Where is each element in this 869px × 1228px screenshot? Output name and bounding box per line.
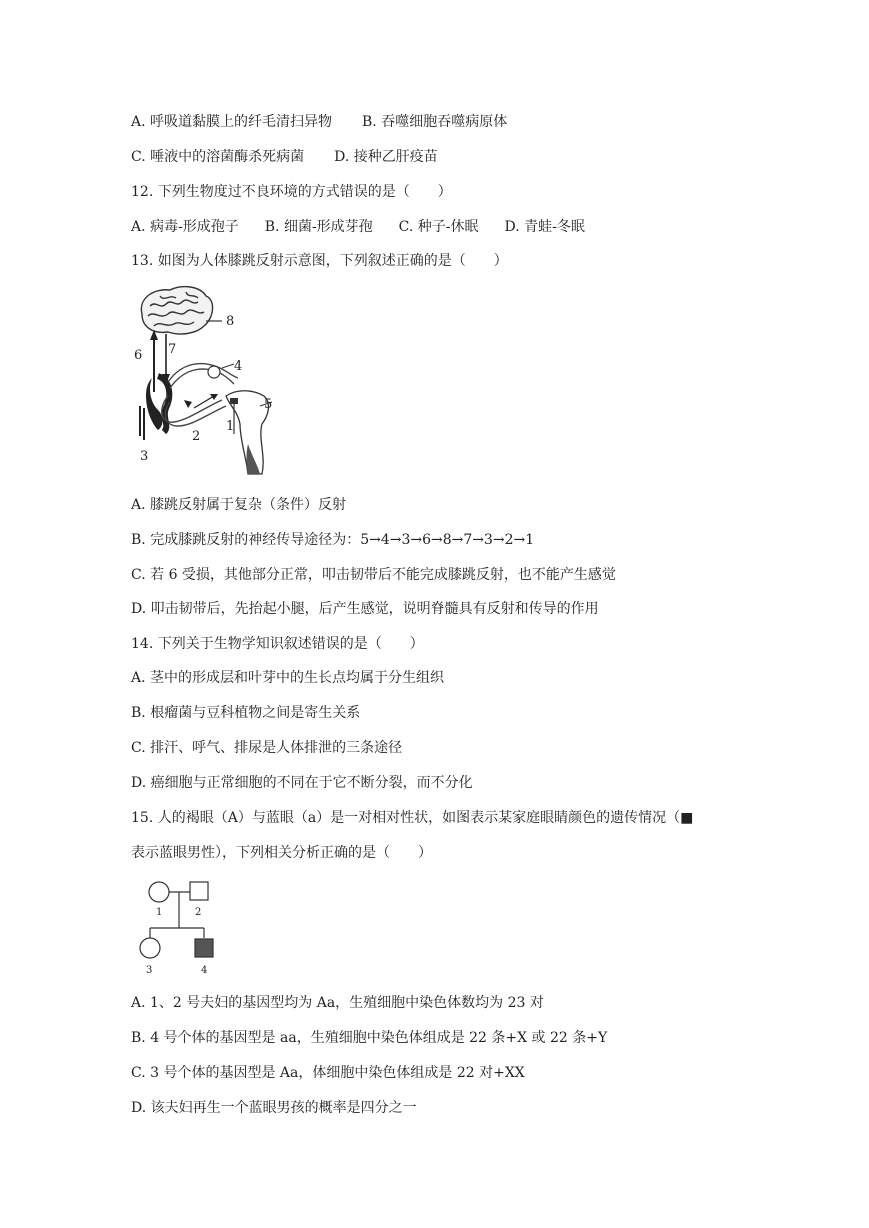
label-5: 5 <box>264 397 273 412</box>
pedigree-label-1: 1 <box>156 907 163 918</box>
q12-option-b: B. 细菌-形成芽孢 <box>264 219 373 235</box>
q12-stem: 12. 下列生物度过不良环境的方式错误的是（ ） <box>131 184 452 200</box>
q13-option-a: A. 膝跳反射属于复杂（条件）反射 <box>131 497 347 513</box>
female-1-symbol <box>149 882 169 902</box>
knee-jerk-reflex-diagram <box>130 284 280 480</box>
q14-stem: 14. 下列关于生物学知识叙述错误的是（ ） <box>131 636 424 652</box>
pedigree-label-4: 4 <box>201 965 208 976</box>
q14-option-d: D. 癌细胞与正常细胞的不同在于它不断分裂，而不分化 <box>131 775 473 791</box>
q13-option-b: B. 完成膝跳反射的神经传导途径为：5→4→3→6→8→7→3→2→1 <box>131 532 535 548</box>
q11-option-b: B. 吞噬细胞吞噬病原体 <box>362 114 508 130</box>
label-3: 3 <box>140 449 149 464</box>
q15-option-a: A. 1、2 号夫妇的基因型均为 Aa，生殖细胞中染色体数均为 23 对 <box>131 995 544 1011</box>
label-2: 2 <box>192 429 201 444</box>
label-6: 6 <box>134 348 143 363</box>
male-2-symbol <box>190 882 208 900</box>
female-3-symbol <box>140 938 160 958</box>
pedigree-chart <box>138 876 228 980</box>
label-4: 4 <box>234 359 243 374</box>
q15-option-d: D. 该夫妇再生一个蓝眼男孩的概率是四分之一 <box>131 1100 417 1116</box>
q12-option-a: A. 病毒-形成孢子 <box>131 219 239 235</box>
q15-option-b: B. 4 号个体的基因型是 aa，生殖细胞中染色体组成是 22 条+X 或 22 条+Y <box>131 1030 608 1046</box>
q15-stem-line-1: 15. 人的褐眼（A）与蓝眼（a）是一对相对性状，如图表示某家庭眼睛颜色的遗传情况（■ <box>131 810 694 826</box>
pedigree-label-2: 2 <box>195 907 202 918</box>
q12-option-d: D. 青蛙-冬眠 <box>504 219 585 235</box>
q15-option-c: C. 3 号个体的基因型是 Aa，体细胞中染色体组成是 22 对+XX <box>131 1065 525 1081</box>
q14-option-a: A. 茎中的形成层和叶芽中的生长点均属于分生组织 <box>131 670 445 686</box>
label-1: 1 <box>226 419 235 434</box>
brain-illustration <box>141 287 212 334</box>
q15-stem-line-2: 表示蓝眼男性），下列相关分析正确的是（ ） <box>131 845 432 861</box>
pedigree-label-3: 3 <box>146 965 153 976</box>
q13-option-c: C. 若 6 受损，其他部分正常，叩击韧带后不能完成膝跳反射，也不能产生感觉 <box>131 567 616 583</box>
q11-options-row-2 <box>131 147 438 167</box>
q13-option-d: D. 叩击韧带后，先抬起小腿，后产生感觉，说明脊髓具有反射和传导的作用 <box>131 601 599 617</box>
q13-stem: 13. 如图为人体膝跳反射示意图，下列叙述正确的是（ ） <box>131 253 508 269</box>
q14-option-b: B. 根瘤菌与豆科植物之间是寄生关系 <box>131 705 361 721</box>
q11-option-d: D. 接种乙肝疫苗 <box>334 149 438 165</box>
q11-options-row-1 <box>131 112 507 132</box>
label-7: 7 <box>168 342 177 357</box>
q11-option-a: A. 呼吸道黏膜上的纤毛清扫异物 <box>131 114 333 130</box>
q11-option-c: C. 唾液中的溶菌酶杀死病菌 <box>131 149 305 165</box>
q12-option-c: C. 种子-休眠 <box>398 219 479 235</box>
q14-option-c: C. 排汗、呼气、排尿是人体排泄的三条途径 <box>131 740 403 756</box>
label-8: 8 <box>226 314 235 329</box>
q12-options <box>131 217 585 237</box>
affected-male-4-symbol <box>195 939 213 957</box>
